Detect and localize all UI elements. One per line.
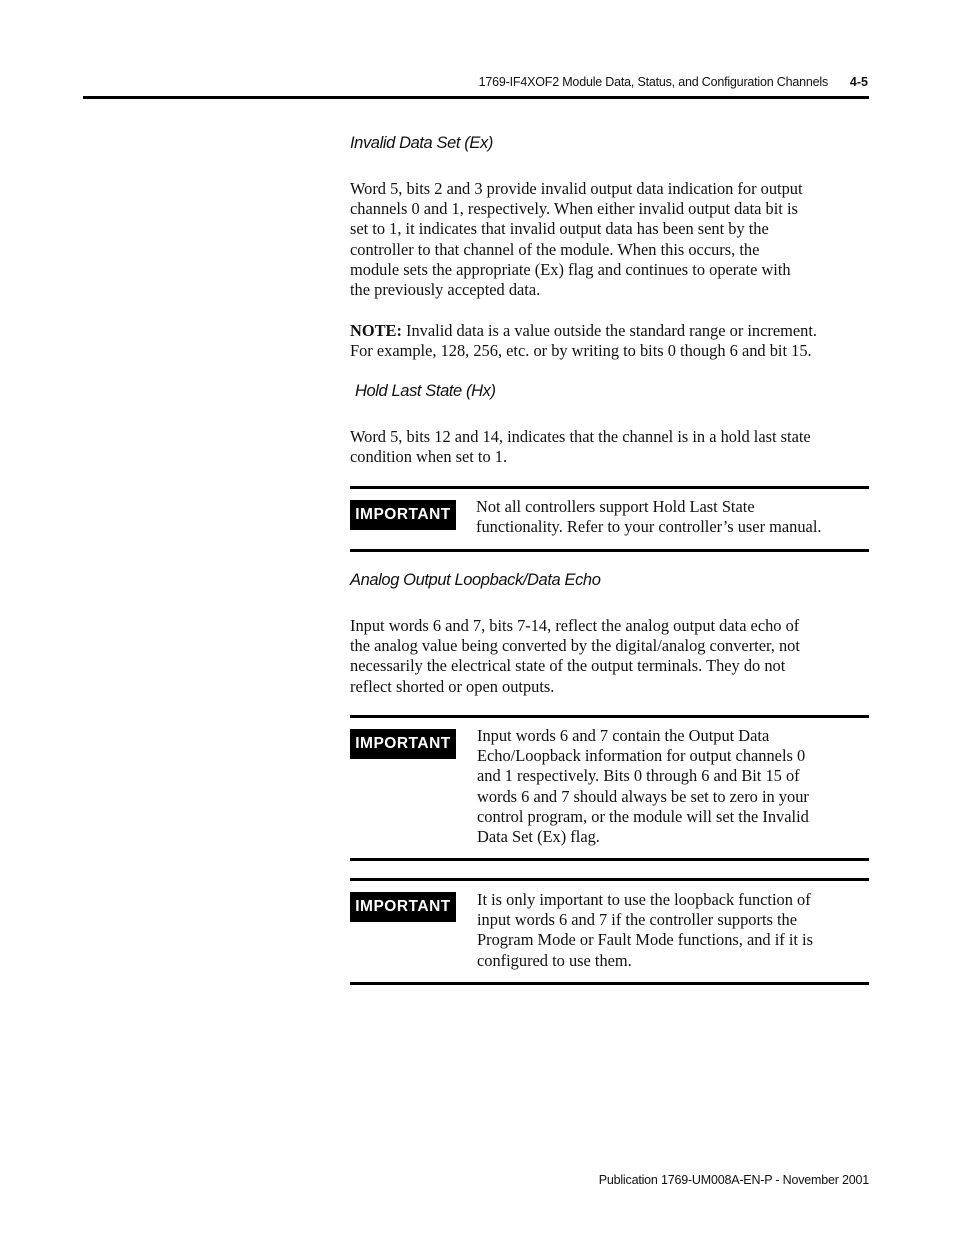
text-line: Program Mode or Fault Mode functions, and if it is xyxy=(477,930,813,950)
text-line: Not all controllers support Hold Last State xyxy=(476,497,755,516)
text-line: configured to use them. xyxy=(477,950,632,970)
text-line: module sets the appropriate (Ex) flag and continues to operate with xyxy=(350,259,791,279)
important-text-loopback-2 xyxy=(477,890,872,971)
paragraph-invalid-data-set xyxy=(350,179,872,300)
text-line: channels 0 and 1, respectively. When either invalid output data bit is xyxy=(350,199,798,219)
text-line: Word 5, bits 12 and 14, indicates that the channel is in a hold last state xyxy=(350,427,811,446)
text-line: Data Set (Ex) flag. xyxy=(477,827,600,847)
note-paragraph xyxy=(350,321,872,361)
important-badge: IMPORTANT xyxy=(350,500,456,530)
text-line: input words 6 and 7 if the controller supports the xyxy=(477,910,798,930)
text-line: For example, 128, 256, etc. or by writing to bits 0 though 6 and bit 15. xyxy=(350,341,812,361)
text-line: controller to that channel of the module. When this occurs, the xyxy=(350,239,760,259)
heading-hold-last-state: Hold Last State (Hx) xyxy=(355,382,496,400)
text-line: reflect shorted or open outputs. xyxy=(350,676,555,696)
text-line: condition when set to 1. xyxy=(350,447,508,467)
page-number: 4-5 xyxy=(849,75,868,89)
text-line: Input words 6 and 7, bits 7-14, reflect the analog output data echo of xyxy=(350,616,800,635)
heading-invalid-data-set: Invalid Data Set (Ex) xyxy=(350,134,493,152)
important-top-rule xyxy=(350,486,869,489)
important-text-loopback-1 xyxy=(477,726,872,847)
important-badge: IMPORTANT xyxy=(350,729,456,759)
important-top-rule xyxy=(350,715,869,718)
text-line: words 6 and 7 should always be set to zero in your xyxy=(477,786,809,806)
text-line: the previously accepted data. xyxy=(350,280,541,300)
important-text-hold xyxy=(476,497,871,537)
paragraph-hold-last-state xyxy=(350,427,872,467)
text-line: and 1 respectively. Bits 0 through 6 and Bit 15 of xyxy=(477,766,800,786)
running-header-title: 1769-IF4XOF2 Module Data, Status, and Configuration Channels xyxy=(478,75,828,89)
text-line: the analog value being converted by the digital/analog converter, not xyxy=(350,636,800,656)
text-line: It is only important to use the loopback function of xyxy=(477,890,811,909)
header-rule xyxy=(83,96,869,99)
heading-analog-output-loopback: Analog Output Loopback/Data Echo xyxy=(350,571,601,589)
important-bottom-rule xyxy=(350,982,869,985)
important-bottom-rule xyxy=(350,549,869,552)
text-line: Word 5, bits 2 and 3 provide invalid output data indication for output xyxy=(350,179,803,198)
text-line: Input words 6 and 7 contain the Output Data xyxy=(477,726,770,745)
paragraph-loopback xyxy=(350,616,872,697)
text-line: control program, or the module will set the Invalid xyxy=(477,806,809,826)
text-line: Invalid data is a value outside the standard range or increment. xyxy=(401,321,818,340)
note-label: NOTE: xyxy=(350,321,402,340)
important-top-rule xyxy=(350,878,869,881)
publication-footer: Publication 1769-UM008A-EN-P - November 2001 xyxy=(598,1173,869,1187)
text-line: set to 1, it indicates that invalid output data has been sent by the xyxy=(350,219,769,239)
important-badge: IMPORTANT xyxy=(350,892,456,922)
text-line: functionality. Refer to your controller’s user manual. xyxy=(476,517,822,537)
text-line: Echo/Loopback information for output channels 0 xyxy=(477,746,806,766)
text-line: necessarily the electrical state of the output terminals. They do not xyxy=(350,656,786,676)
important-bottom-rule xyxy=(350,858,869,861)
